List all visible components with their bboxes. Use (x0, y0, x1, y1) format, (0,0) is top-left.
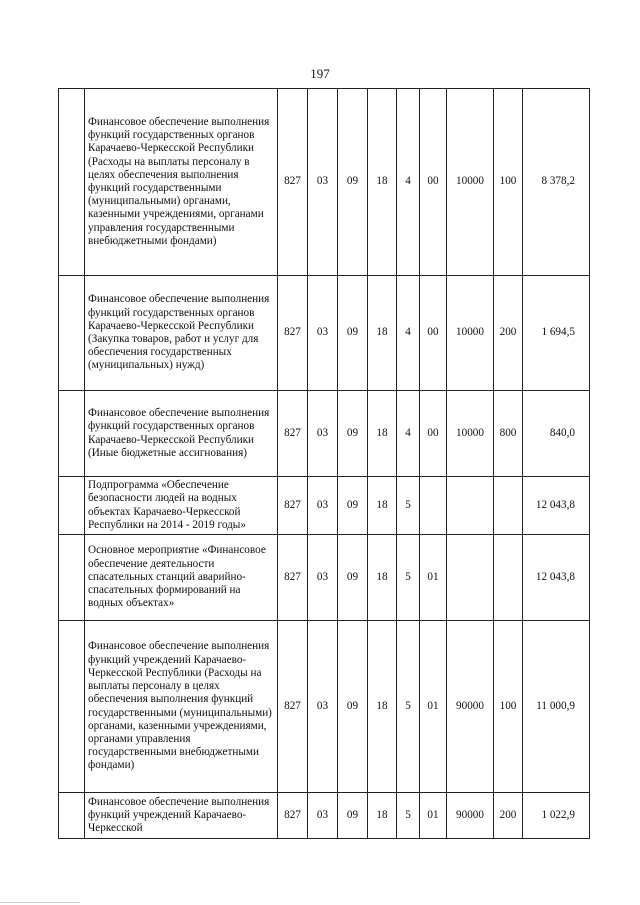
subsection-cell: 09 (338, 477, 368, 535)
expense-type-cell (494, 535, 523, 621)
page-number: 197 (310, 66, 330, 81)
subsection-cell: 09 (338, 621, 368, 793)
subsection-cell: 09 (338, 535, 368, 621)
program-cell: 18 (368, 535, 397, 621)
event-cell: 00 (420, 391, 447, 477)
program-cell: 18 (368, 89, 397, 276)
description-cell: Финансовое обеспечение выполнения функций государственных органов Карачаево-Черкесской Республики (Иные бюджетные ассигнования) (85, 391, 278, 477)
program-cell: 18 (368, 477, 397, 535)
table-row (59, 621, 590, 793)
expense-type-cell: 800 (494, 391, 523, 477)
ministry-cell: 827 (278, 89, 308, 276)
description-cell: Подпрограмма «Обеспечение безопасности людей на водных объектах Карачаево-Черкесской Республики на 2014 - 2019 годы» (85, 477, 278, 535)
amount-cell: 840,0 (523, 391, 590, 477)
subsection-cell: 09 (338, 793, 368, 839)
row-number-cell (59, 391, 85, 477)
description-cell: Финансовое обеспечение выполнения функций учреждений Карачаево-Черкесской (85, 793, 278, 839)
amount-cell: 11 000,9 (523, 621, 590, 793)
description-cell: Финансовое обеспечение выполнения функций государственных органов Карачаево-Черкесской Республики (Расходы на выплаты персоналу в целях обеспечения выполнения функций государственными (муниципальными) органами, казенными учреждениями, органами управления государственными внебюджетными фондами) (85, 89, 278, 276)
program-cell: 18 (368, 391, 397, 477)
direction-cell: 90000 (447, 793, 494, 839)
direction-cell (447, 477, 494, 535)
direction-cell (447, 535, 494, 621)
event-cell (420, 477, 447, 535)
table-row (59, 89, 590, 276)
section-cell: 03 (308, 276, 338, 391)
direction-cell: 10000 (447, 89, 494, 276)
event-cell: 01 (420, 793, 447, 839)
description-cell: Основное мероприятие «Финансовое обеспечение деятельности спасательных станций аварийно-спасательных формирований на водных объектах» (85, 535, 278, 621)
subprogram-cell: 5 (397, 793, 420, 839)
amount-cell: 1 694,5 (523, 276, 590, 391)
row-number-cell (59, 793, 85, 839)
expense-type-cell (494, 477, 523, 535)
expense-type-cell: 100 (494, 89, 523, 276)
section-cell: 03 (308, 89, 338, 276)
ministry-cell: 827 (278, 391, 308, 477)
event-cell: 00 (420, 276, 447, 391)
table-row (59, 535, 590, 621)
subprogram-cell: 5 (397, 621, 420, 793)
amount-cell: 12 043,8 (523, 477, 590, 535)
subprogram-cell: 5 (397, 535, 420, 621)
scan-edge-line (0, 902, 80, 903)
section-cell: 03 (308, 621, 338, 793)
amount-cell: 12 043,8 (523, 535, 590, 621)
direction-cell: 10000 (447, 391, 494, 477)
budget-table (58, 88, 590, 839)
program-cell: 18 (368, 276, 397, 391)
event-cell: 01 (420, 621, 447, 793)
ministry-cell: 827 (278, 621, 308, 793)
section-cell: 03 (308, 391, 338, 477)
table-row (59, 477, 590, 535)
subsection-cell: 09 (338, 276, 368, 391)
row-number-cell (59, 477, 85, 535)
ministry-cell: 827 (278, 276, 308, 391)
amount-cell: 8 378,2 (523, 89, 590, 276)
subsection-cell: 09 (338, 391, 368, 477)
subprogram-cell: 4 (397, 391, 420, 477)
subsection-cell: 09 (338, 89, 368, 276)
table-row (59, 793, 590, 839)
table-row (59, 276, 590, 391)
section-cell: 03 (308, 477, 338, 535)
description-cell: Финансовое обеспечение выполнения функций государственных органов Карачаево-Черкесской Республики (Закупка товаров, работ и услуг для обеспечения государственных (муниципальных) нужд) (85, 276, 278, 391)
expense-type-cell: 200 (494, 276, 523, 391)
expense-type-cell: 100 (494, 621, 523, 793)
direction-cell: 90000 (447, 621, 494, 793)
expense-type-cell: 200 (494, 793, 523, 839)
subprogram-cell: 5 (397, 477, 420, 535)
program-cell: 18 (368, 621, 397, 793)
section-cell: 03 (308, 793, 338, 839)
row-number-cell (59, 89, 85, 276)
row-number-cell (59, 535, 85, 621)
event-cell: 00 (420, 89, 447, 276)
amount-cell: 1 022,9 (523, 793, 590, 839)
direction-cell: 10000 (447, 276, 494, 391)
section-cell: 03 (308, 535, 338, 621)
ministry-cell: 827 (278, 477, 308, 535)
table-row (59, 391, 590, 477)
subprogram-cell: 4 (397, 276, 420, 391)
event-cell: 01 (420, 535, 447, 621)
subprogram-cell: 4 (397, 89, 420, 276)
description-cell: Финансовое обеспечение выполнения функций учреждений Карачаево-Черкесской Республики (Расходы на выплаты персоналу в целях обеспечения выполнения функций государственными (муниципальными) органами, казенными учреждениями, органами управления государственными внебюджетными фондами) (85, 621, 278, 793)
row-number-cell (59, 621, 85, 793)
row-number-cell (59, 276, 85, 391)
program-cell: 18 (368, 793, 397, 839)
ministry-cell: 827 (278, 793, 308, 839)
ministry-cell: 827 (278, 535, 308, 621)
